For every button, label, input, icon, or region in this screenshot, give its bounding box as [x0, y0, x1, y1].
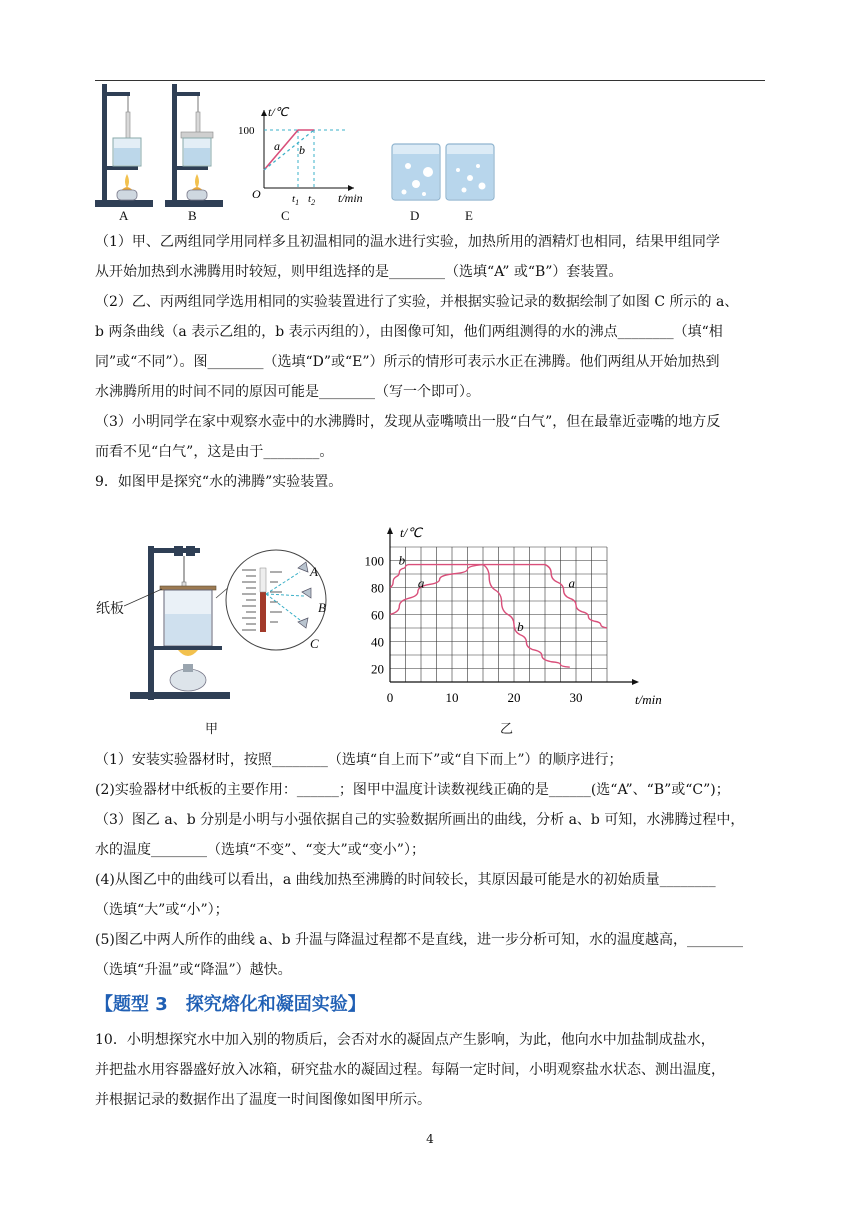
graph-c	[236, 106, 370, 210]
q9-line-2: (2)实验器材中纸板的主要作用：______；图甲中温度计读数视线正确的是______(选“A”、“B”或“C”)；	[95, 782, 730, 798]
x-tick-label: 0	[386, 690, 394, 705]
q10-line-3: 并根据记录的数据作出了温度一时间图像如图甲所示。	[95, 1092, 431, 1108]
eye-label-a: A	[310, 564, 318, 579]
caption-e: E	[465, 208, 473, 223]
figure-jia-apparatus	[94, 538, 356, 702]
q8-line-6: 水沸腾所用的时间不同的原因可能是________（写一个即可）。	[95, 384, 480, 400]
eye-label-b: B	[318, 600, 326, 615]
q8-line-1: （1）甲、乙两组同学用同样多且初温相同的温水进行实验，加热所用的酒精灯也相同，结果甲组同学	[95, 234, 720, 250]
q9-line-7: (5)图乙中两人所作的曲线 a、b 升温与降温过程都不是直线，进一步分析可知，水的温度越高，________	[95, 932, 744, 948]
q8-line-7: （3）小明同学在家中观察水壶中的水沸腾时，发现从壶嘴喷出一股“白气”，但在最靠近壶嘴的地方反	[95, 414, 721, 430]
x-axis-label: t/min	[635, 692, 662, 707]
eye-label-c: C	[310, 636, 319, 651]
chart-yi	[360, 492, 670, 718]
caption-jia: 甲	[205, 722, 219, 737]
caption-yi: 乙	[500, 722, 514, 737]
series-label-b: b	[517, 618, 524, 634]
graph-c-curve-b	[264, 130, 314, 170]
x-tick-label: 20	[507, 690, 521, 705]
x-tick-label: 30	[569, 690, 583, 705]
q10-line-1: 10．小明想探究水中加入别的物质后，会否对水的凝固点产生影响，为此，他向水中加盐制成盐水，	[95, 1032, 715, 1048]
q8-line-5: 同”或“不同”）。图________（选填“D”或“E”）所示的情形可表示水正在沸腾。他们两组从开始加热到	[95, 354, 720, 370]
graph-c-y100: 100	[238, 125, 255, 137]
q9-line-3: （3）图乙 a、b 分别是小明与小强依据自己的实验数据所画出的曲线，分析 a、b 可知，水沸腾过程中，	[95, 812, 745, 828]
q9-line-8: （选填“升温”或“降温”）越快。	[95, 962, 292, 978]
caption-c: C	[281, 208, 290, 223]
graph-c-ylabel: t/℃	[268, 106, 289, 119]
figure-beakers-de	[388, 142, 498, 204]
graph-c-label-b: b	[299, 143, 305, 157]
series-label-a: a	[417, 575, 425, 591]
caption-b: B	[188, 208, 197, 223]
figure-apparatus-ab	[92, 82, 227, 210]
caption-d: D	[410, 208, 420, 223]
q8-line-8: 而看不见“白气”，这是由于________。	[95, 444, 334, 460]
series-label-a: a	[568, 575, 576, 591]
y-axis-label: t/℃	[400, 525, 422, 540]
q9-line-1: （1）安装实验器材时，按照________（选填“自上而下”或“自下而上”）的顺序进行；	[95, 752, 623, 768]
caption-a: A	[119, 208, 129, 223]
page-number: 4	[426, 1132, 434, 1146]
y-tick-label: 40	[371, 634, 384, 650]
y-axis-arrow	[387, 527, 393, 534]
q8-line-2: 从开始加热到水沸腾用时较短，则甲组选择的是________（选填“A” 或“B”）套装置。	[95, 264, 623, 280]
x-tick-label: 10	[445, 690, 459, 705]
q9-line-6: （选填“大”或“小”）；	[95, 902, 229, 918]
graph-c-origin: O	[252, 187, 261, 201]
y-tick-label: 20	[371, 661, 384, 677]
y-tick-label: 60	[371, 607, 384, 623]
beaker-d	[392, 144, 440, 200]
series-label-b: b	[398, 552, 406, 568]
header-rule	[95, 80, 765, 81]
q9-stem: 9．如图甲是探究“水的沸腾”实验装置。	[95, 474, 343, 490]
q8-line-4: b 两条曲线（a 表示乙组的，b 表示丙组的），由图像可知，他们两组测得的水的沸点________（填“相	[95, 324, 723, 340]
graph-c-t1: $t_1$	[292, 193, 300, 207]
apparatus-b	[165, 84, 223, 207]
y-tick-label: 80	[371, 580, 384, 596]
q9-line-4: 水的温度________（选填“不变”、“变大”或“变小”）；	[95, 842, 425, 858]
apparatus-a	[95, 84, 153, 207]
board-label: 纸板	[96, 601, 124, 617]
beaker-e	[446, 144, 494, 200]
y-tick-label: 100	[364, 553, 384, 569]
graph-c-xlabel: t/min	[338, 191, 363, 205]
section-heading: 【题型 3 探究熔化和凝固实验】	[95, 994, 366, 1015]
graph-c-label-a: a	[274, 139, 280, 153]
q9-line-5: (4)从图乙中的曲线可以看出，a 曲线加热至沸腾的时间较长，其原因最可能是水的初始质量________	[95, 872, 716, 888]
q8-line-3: （2）乙、丙两组同学选用相同的实验装置进行了实验，并根据实验记录的数据绘制了如图 C 所示的 a、	[95, 294, 739, 310]
graph-c-t2: $t_2$	[308, 193, 316, 207]
x-axis-arrow	[632, 679, 639, 685]
q10-line-2: 并把盐水用容器盛好放入冰箱，研究盐水的凝固过程。每隔一定时间，小明观察盐水状态、测出温度，	[95, 1062, 725, 1078]
